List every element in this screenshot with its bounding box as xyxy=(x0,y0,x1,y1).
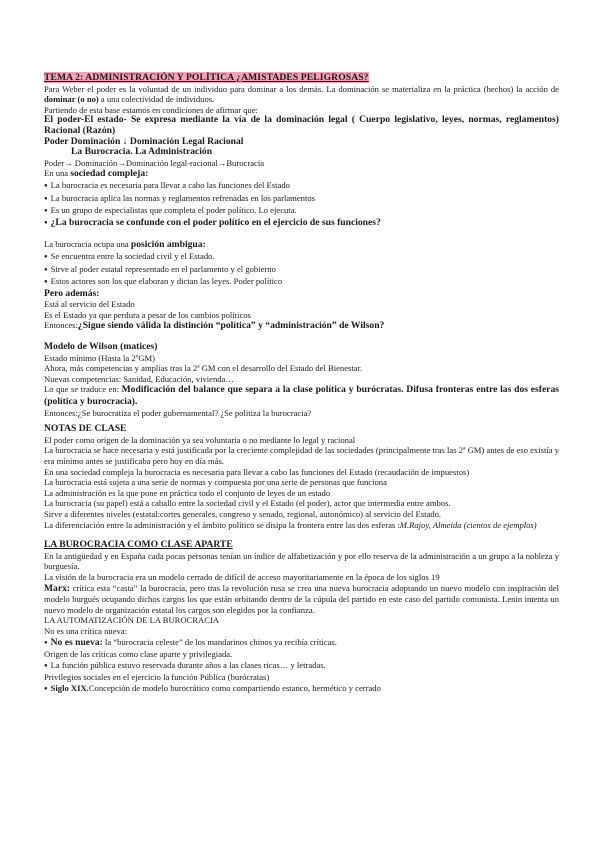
section-heading: Modelo de Wilson (matices) xyxy=(44,342,158,353)
bold-text: ¿Sigue siendo válida la distinción “política” y “administración” de Wilson? xyxy=(77,320,385,332)
paragraph: Partiendo de esta base estamos en condiciones de afirmar que: xyxy=(44,104,259,115)
text: Lo que se traduce en: xyxy=(44,384,122,395)
text: a una colectividad de individuos. xyxy=(98,94,215,105)
list-item: ● La función pública estuvo reservada durante años a las clases ricas… y letradas. xyxy=(44,660,559,673)
bold-text: Marx: xyxy=(44,582,71,594)
bold-text: Siglo XIX. xyxy=(50,682,89,693)
paragraph: La burocracia está sujeta a una serie de normas y compuesta por una serie de personas que funciona xyxy=(44,477,387,488)
bold-text: No es nueva: xyxy=(50,636,103,648)
page-title: TEMA 2: ADMINISTRACIÓN Y POLÍTICA ¿AMISTADES PELIGROSAS? xyxy=(44,72,369,83)
paragraph: No es una crítica nueva: xyxy=(44,625,128,636)
list-item: ● Estos actores son los que elaboran y dictan las leyes. Poder político xyxy=(44,276,559,289)
paragraph: Ahora, más competencias y amplias tras la 2ª GM con el desarrollo del Estado del Bienestar. xyxy=(44,363,363,374)
text: La burocracia ocupa una xyxy=(44,239,131,250)
paragraph-bold: El poder-El estado- Se expresa mediante la vía de la dominación legal ( Cuerpo legislativo, leyes, normas, reglamentos) Racional (Razón) xyxy=(44,114,559,136)
list-item: ● La burocracia aplica las normas y reglamentos refrenadas en los parlamentos xyxy=(44,193,559,206)
paragraph: Es el Estado ya que perdura a pesar de los cambios políticos xyxy=(44,309,251,320)
paragraph: Sirve a diferentes niveles (estatal:cortes generales, congreso y senado, regional, autonómico) al servicio del Estado. xyxy=(44,508,442,519)
paragraph: Entonces:¿Se burocratiza el poder gubernamental? ¿Se politiza la burocracia? xyxy=(44,407,312,418)
paragraph: Privilegios sociales en el ejercicio la función Pública (burócratas) xyxy=(44,672,270,683)
text: Para Weber el poder es la voluntad de un individuo para dominar a los demás. La dominación se materializa en la práctica (hechos) la acción de xyxy=(44,83,559,94)
section-heading-notas: NOTAS DE CLASE xyxy=(44,424,127,435)
paragraph: La burocracia se hace necesaria y está justificada por la creciente complejidad de las sociedades (principalmente tras las 2ª GM) antes de eso existía y era mínimo antes se justificaba pero hoy en día más. xyxy=(44,445,559,466)
bold-text: Modificación del balance que separa a la clase política y burócratas. Difusa fronteras entre las dos esferas (política y burocracia). xyxy=(44,384,560,408)
italic-text: M.Rajoy, Almeida (cientos de ejemplos) xyxy=(399,519,537,530)
section-heading-burocracia: LA BUROCRACIA COMO CLASE APARTE xyxy=(44,540,233,551)
list-item: ● Sirve al poder estatal representado en el parlamento y el gobierno xyxy=(44,264,559,277)
list-item: ● Se encuentra entre la sociedad civil y el Estado. xyxy=(44,251,559,264)
section-heading-automatizacion: LA AUTOMATIZACIÓN DE LA BUROCRACIA xyxy=(44,615,220,626)
paragraph: Estado mínimo (Hasta la 2ºGM) xyxy=(44,352,156,363)
text: En una xyxy=(44,168,71,179)
paragraph: En la antigüedad y en España cada pocas personas tenían un índice de alfabetización y por ello reserva de la administración a un grupo a la nobleza y burguesía. xyxy=(44,550,559,572)
text: crítica esta “casta” la burocracia, pero tras la revolución rusa se crea una nueva burocracia adoptando un nuevo modelo con inspiración del modelo burgués ocupando dichos cargos los que están orbitando dentro de la cúpula del partido en este caso del partido comunista. Lenin intenta un nuevo modelo de organización estatal los cargos son elegidos por la confianza. xyxy=(44,582,559,615)
text: Entonces: xyxy=(44,320,78,331)
text: Concepción de modelo burocrático como compartiendo estanco, hermético y cerrado xyxy=(88,682,381,693)
paragraph: Origen de las críticas como clase aparte y privilegiada. xyxy=(44,649,233,660)
paragraph-weber xyxy=(44,84,559,105)
bold-text: dominar (o no) xyxy=(44,94,99,105)
paragraph: Está al servicio del Estado xyxy=(44,299,135,310)
paragraph: La administración es la que pone en práctica todo el conjunto de leyes de un estado xyxy=(44,487,331,498)
paragraph: Poder→ Dominación→Dominación legal-racional→Burocracia xyxy=(44,157,265,168)
paragraph-bold: La Burocracia. La Administración xyxy=(71,147,213,158)
paragraph: La visión de la burocracia era un modelo cerrado de difícil de acceso mayoritariamente en la época de los siglos 19 xyxy=(44,571,440,582)
bold-text: sociedad compleja: xyxy=(70,168,149,180)
paragraph: La burocracia (su papel) está a caballo entre la sociedad civil y el Estado (el poder), actor que intermedia entre ambos. xyxy=(44,498,451,509)
paragraph: Nuevas competencias: Sanidad, Educación, vivienda… xyxy=(44,373,234,384)
paragraph-bold: Pero además: xyxy=(44,288,100,299)
text: la “burocracia celeste” de los mandarinos chinos ya recibía críticas. xyxy=(102,636,337,647)
paragraph: El poder como origen de la dominación ya sea voluntaria o no mediante lo legal y racional xyxy=(44,434,356,445)
bold-text: posición ambigua: xyxy=(130,239,206,251)
list-item: ● Es un grupo de especialistas que completa el poder político. Lo ejecuta. xyxy=(44,205,559,218)
text: La diferenciación entre la administración y el ámbito político se disipa la frontera entre las dos esferas : xyxy=(44,519,400,530)
list-item: ● La burocracia es necesaria para llevar a cabo las funciones del Estado xyxy=(44,180,559,193)
document-page xyxy=(44,72,559,695)
paragraph-bold: Poder Dominación ↓ Dominación Legal Racional xyxy=(44,136,244,147)
list-item: ● ¿La burocracia se confunde con el poder político en el ejercicio de sus funciones? xyxy=(44,218,559,230)
paragraph: En una sociedad compleja la burocracia es necesaria para llevar a cabo las funciones del Estado (recaudación de impuestos) xyxy=(44,466,470,477)
